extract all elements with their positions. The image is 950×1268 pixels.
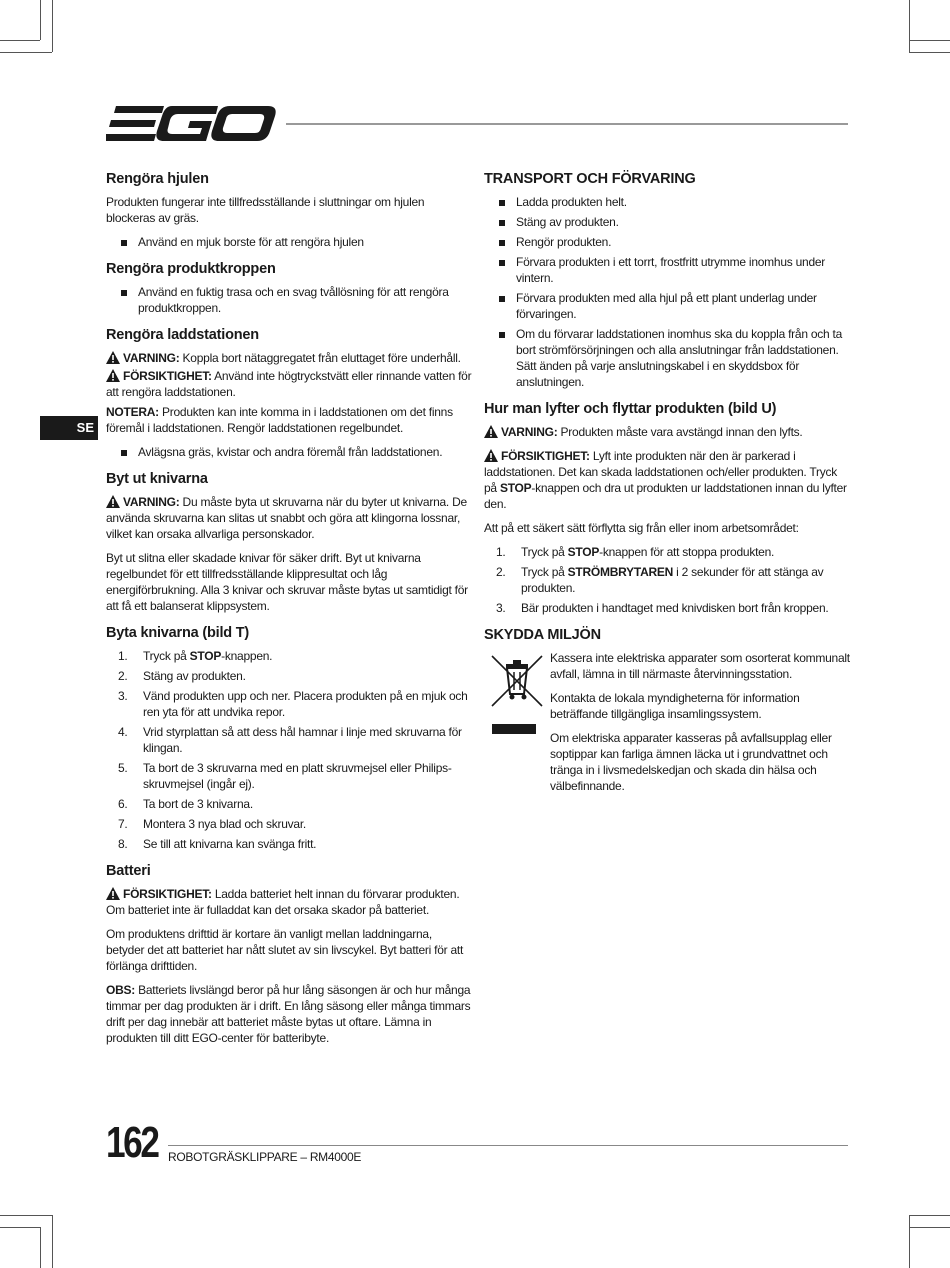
list-item bbox=[484, 564, 850, 596]
list-item-text: Använd en mjuk borste för att rengöra hjulen bbox=[138, 235, 364, 249]
list-item bbox=[106, 688, 472, 720]
step-text: -knappen för att stoppa produkten. bbox=[599, 545, 775, 559]
crop-mark bbox=[909, 1215, 910, 1268]
bullet-icon bbox=[121, 290, 127, 296]
caution-note bbox=[106, 368, 472, 400]
list-item bbox=[484, 254, 850, 286]
paragraph: Om produktens drifttid är kortare än vanligt mellan laddningarna, betyder det att batteriet har nått slutet av sin livscykel. Byt batteri för att förlänga drifttiden. bbox=[106, 927, 464, 973]
list-item bbox=[106, 724, 472, 756]
bullet-list bbox=[106, 234, 472, 250]
caution-note bbox=[106, 886, 472, 918]
list-item-text: Förvara produkten med alla hjul på ett plant underlag under förvaringen. bbox=[516, 291, 817, 321]
left-column bbox=[106, 170, 472, 1054]
footer-title: ROBOTGRÄSKLIPPARE – RM4000E bbox=[168, 1150, 362, 1164]
caution-text: Ladda batteriet helt innan du förvarar produkten. Om batteriet inte är fulladdat kan det orsaka skador på batteriet. bbox=[106, 887, 460, 917]
caution-text: Använd inte högtryckstvätt eller rinnande vatten för att rengöra laddstationen. bbox=[106, 369, 472, 399]
list-item bbox=[484, 290, 850, 322]
warning-text: Koppla bort nätaggregatet från eluttaget före underhåll. bbox=[179, 351, 461, 365]
step-keyword: STOP bbox=[567, 545, 600, 559]
warning-icon bbox=[484, 449, 498, 462]
list-item-text: Stäng av produkten. bbox=[516, 215, 619, 229]
numbered-list bbox=[484, 544, 850, 616]
crop-mark bbox=[909, 40, 950, 41]
bullet-icon bbox=[499, 220, 505, 226]
bullet-icon bbox=[499, 296, 505, 302]
step-number: 4. bbox=[118, 725, 128, 739]
paragraph: Att på ett säkert sätt förflytta sig från eller inom arbetsområdet: bbox=[484, 521, 799, 535]
step-number: 3. bbox=[118, 689, 128, 703]
list-item bbox=[484, 326, 850, 390]
step-number: 2. bbox=[118, 669, 128, 683]
environment-text bbox=[550, 650, 850, 802]
step-text: i 2 sekunder för att stänga av produkten. bbox=[521, 565, 824, 595]
step-number: 6. bbox=[118, 797, 128, 811]
warning-note bbox=[106, 350, 472, 366]
section-heading: Batteri bbox=[106, 863, 151, 879]
crop-mark bbox=[0, 40, 40, 41]
step-number: 3. bbox=[496, 601, 506, 615]
warning-text: Du måste byta ut skruvarna när du byter ut knivarna. De använda skruvarna kan slitas ut snabbt och göra att klingorna lossnar, vilket kan orsaka allvarliga personskador. bbox=[106, 495, 467, 541]
bullet-list bbox=[106, 444, 472, 460]
list-item bbox=[106, 668, 472, 684]
crop-mark bbox=[0, 1215, 52, 1216]
step-text: -knappen. bbox=[221, 649, 273, 663]
bullet-icon bbox=[121, 450, 127, 456]
step-number: 7. bbox=[118, 817, 128, 831]
footer-rule bbox=[168, 1145, 848, 1146]
warning-label: VARNING: bbox=[123, 495, 180, 509]
list-item bbox=[106, 284, 472, 316]
list-item bbox=[484, 234, 850, 250]
warning-icon bbox=[106, 495, 120, 508]
list-item-text: Förvara produkten i ett torrt, frostfritt utrymme inomhus under vintern. bbox=[516, 255, 826, 285]
list-item bbox=[106, 836, 472, 852]
caution-label: FÖRSIKTIGHET: bbox=[123, 887, 212, 901]
right-column bbox=[484, 170, 850, 802]
step-text: Tryck på bbox=[521, 545, 568, 559]
list-item bbox=[484, 544, 850, 560]
step-text: Bär produkten i handtaget med knivdisken bort från kroppen. bbox=[521, 601, 829, 615]
section-heading: Hur man lyfter och flyttar produkten (bild U) bbox=[484, 401, 777, 417]
step-text: Ta bort de 3 skruvarna med en platt skruvmejsel eller Philips-skruvmejsel (ingår ej). bbox=[143, 761, 452, 791]
bullet-icon bbox=[499, 332, 505, 338]
section-heading: Rengöra hjulen bbox=[106, 171, 209, 187]
warning-text: Produkten måste vara avstängd innan den lyfts. bbox=[557, 425, 803, 439]
step-number: 5. bbox=[118, 761, 128, 775]
caution-text: Lyft inte produkten när den är parkerad i laddstationen. Det kan skada laddstationen och/eller produkten. Tryck på bbox=[484, 449, 837, 495]
crop-mark bbox=[40, 1227, 41, 1268]
list-item bbox=[484, 214, 850, 230]
obs-text: Batteriets livslängd beror på hur lång säsongen är och hur många timmar per dag produkten är i drift. En lång säsong eller många timmars drift per dag innebär att batteriet måste bytas ut oftare. Lämna in produkten till ditt EGO-center för batteribyte. bbox=[106, 983, 471, 1045]
bullet-list bbox=[484, 194, 850, 390]
caution-note bbox=[484, 448, 850, 512]
page-number: 162 bbox=[106, 1118, 158, 1167]
section-heading: Rengöra laddstationen bbox=[106, 327, 259, 343]
step-text: Vrid styrplattan så att dess hål hamnar i linje med skruvarna för klingan. bbox=[143, 725, 462, 755]
crop-mark bbox=[909, 1215, 950, 1216]
bullet-list bbox=[106, 284, 472, 316]
bullet-icon bbox=[499, 240, 505, 246]
notice-label: NOTERA: bbox=[106, 405, 159, 419]
paragraph: Kassera inte elektriska apparater som osorterat kommunalt avfall, lämna in till närmaste återvinningsstation. bbox=[550, 651, 850, 681]
list-item bbox=[106, 234, 472, 250]
step-text: Tryck på bbox=[521, 565, 568, 579]
obs-note bbox=[106, 982, 472, 1046]
notice-text: Produkten kan inte komma in i laddstationen om det finns föremål i laddstationen. Rengör laddstationen regelbundet. bbox=[106, 405, 453, 435]
caution-label: FÖRSIKTIGHET: bbox=[501, 449, 590, 463]
paragraph: Om elektriska apparater kasseras på avfallsupplag eller soptippar kan farliga ämnen läcka ut i grundvattnet och tränga in i livsmedelskedjan och skada din hälsa och välbefinnande. bbox=[550, 731, 832, 793]
warning-note bbox=[484, 424, 850, 440]
crop-mark bbox=[52, 1215, 53, 1268]
list-item bbox=[484, 600, 850, 616]
crop-mark bbox=[52, 0, 53, 52]
ego-logo bbox=[106, 104, 276, 144]
header-rule bbox=[286, 123, 848, 125]
step-number: 1. bbox=[118, 649, 128, 663]
bullet-icon bbox=[499, 200, 505, 206]
step-number: 1. bbox=[496, 545, 506, 559]
notice-note bbox=[106, 404, 472, 436]
step-number: 8. bbox=[118, 837, 128, 851]
obs-label: OBS: bbox=[106, 983, 135, 997]
crop-mark bbox=[40, 0, 41, 40]
paragraph: Produkten fungerar inte tillfredsställande i sluttningar om hjulen blockeras av gräs. bbox=[106, 195, 425, 225]
crop-mark bbox=[909, 0, 910, 52]
paragraph: Byt ut slitna eller skadade knivar för säker drift. Byt ut knivarna regelbundet för ett tillfredsställande klippresultat och låg energiförbrukning. Alla 3 knivar och skruvar måste bytas ut samtidigt för att få ett balanserat klippsystem. bbox=[106, 551, 468, 613]
step-keyword: STRÖMBRYTAREN bbox=[567, 565, 674, 579]
warning-icon bbox=[484, 425, 498, 438]
caution-text: -knappen och dra ut produkten ur laddstationen innan du lyfter den. bbox=[484, 481, 847, 511]
list-item-text: Rengör produkten. bbox=[516, 235, 612, 249]
list-item bbox=[106, 760, 472, 792]
bullet-icon bbox=[121, 240, 127, 246]
warning-note bbox=[106, 494, 472, 542]
list-item-text: Använd en fuktig trasa och en svag tvållösning för att rengöra produktkroppen. bbox=[138, 285, 449, 315]
caution-keyword: STOP bbox=[499, 481, 532, 495]
step-number: 2. bbox=[496, 565, 506, 579]
step-text: Tryck på bbox=[143, 649, 190, 663]
list-item-text: Avlägsna gräs, kvistar och andra föremål från laddstationen. bbox=[138, 445, 443, 459]
caution-label: FÖRSIKTIGHET: bbox=[123, 369, 212, 383]
section-heading: Rengöra produktkroppen bbox=[106, 261, 276, 277]
step-keyword: STOP bbox=[189, 649, 222, 663]
list-item bbox=[106, 816, 472, 832]
warning-icon bbox=[106, 351, 120, 364]
numbered-list bbox=[106, 648, 472, 852]
weee-crossed-bin-icon bbox=[486, 650, 548, 740]
step-text: Se till att knivarna kan svänga fritt. bbox=[143, 837, 317, 851]
section-heading: SKYDDA MILJÖN bbox=[484, 627, 601, 643]
crop-mark bbox=[909, 52, 950, 53]
crop-mark bbox=[0, 52, 52, 53]
step-text: Vänd produkten upp och ner. Placera produkten på en mjuk och ren yta för att undvika repor. bbox=[143, 689, 468, 719]
step-text: Ta bort de 3 knivarna. bbox=[143, 797, 253, 811]
step-text: Stäng av produkten. bbox=[143, 669, 246, 683]
crop-mark bbox=[0, 1227, 40, 1228]
list-item bbox=[484, 194, 850, 210]
warning-icon bbox=[106, 887, 120, 900]
section-heading: TRANSPORT OCH FÖRVARING bbox=[484, 171, 696, 187]
list-item bbox=[106, 444, 472, 460]
list-item bbox=[106, 648, 472, 664]
list-item bbox=[106, 796, 472, 812]
section-heading: Byt ut knivarna bbox=[106, 471, 208, 487]
warning-label: VARNING: bbox=[123, 351, 180, 365]
warning-icon bbox=[106, 369, 120, 382]
list-item-text: Ladda produkten helt. bbox=[516, 195, 627, 209]
list-item-text: Om du förvarar laddstationen inomhus ska du koppla från och ta bort strömförsörjningen och alla anslutningar från laddstationen. Sätt änden på varje anslutningskabel i en skyddsbox för anslutningen. bbox=[516, 327, 843, 389]
paragraph: Kontakta de lokala myndigheterna för information beträffande tillgängliga insamlingssystem. bbox=[550, 691, 800, 721]
language-tab: SE bbox=[40, 416, 98, 440]
bullet-icon bbox=[499, 260, 505, 266]
section-heading: Byta knivarna (bild T) bbox=[106, 625, 250, 641]
warning-label: VARNING: bbox=[501, 425, 558, 439]
environment-block bbox=[484, 650, 850, 802]
crop-mark bbox=[909, 1227, 950, 1228]
step-text: Montera 3 nya blad och skruvar. bbox=[143, 817, 307, 831]
